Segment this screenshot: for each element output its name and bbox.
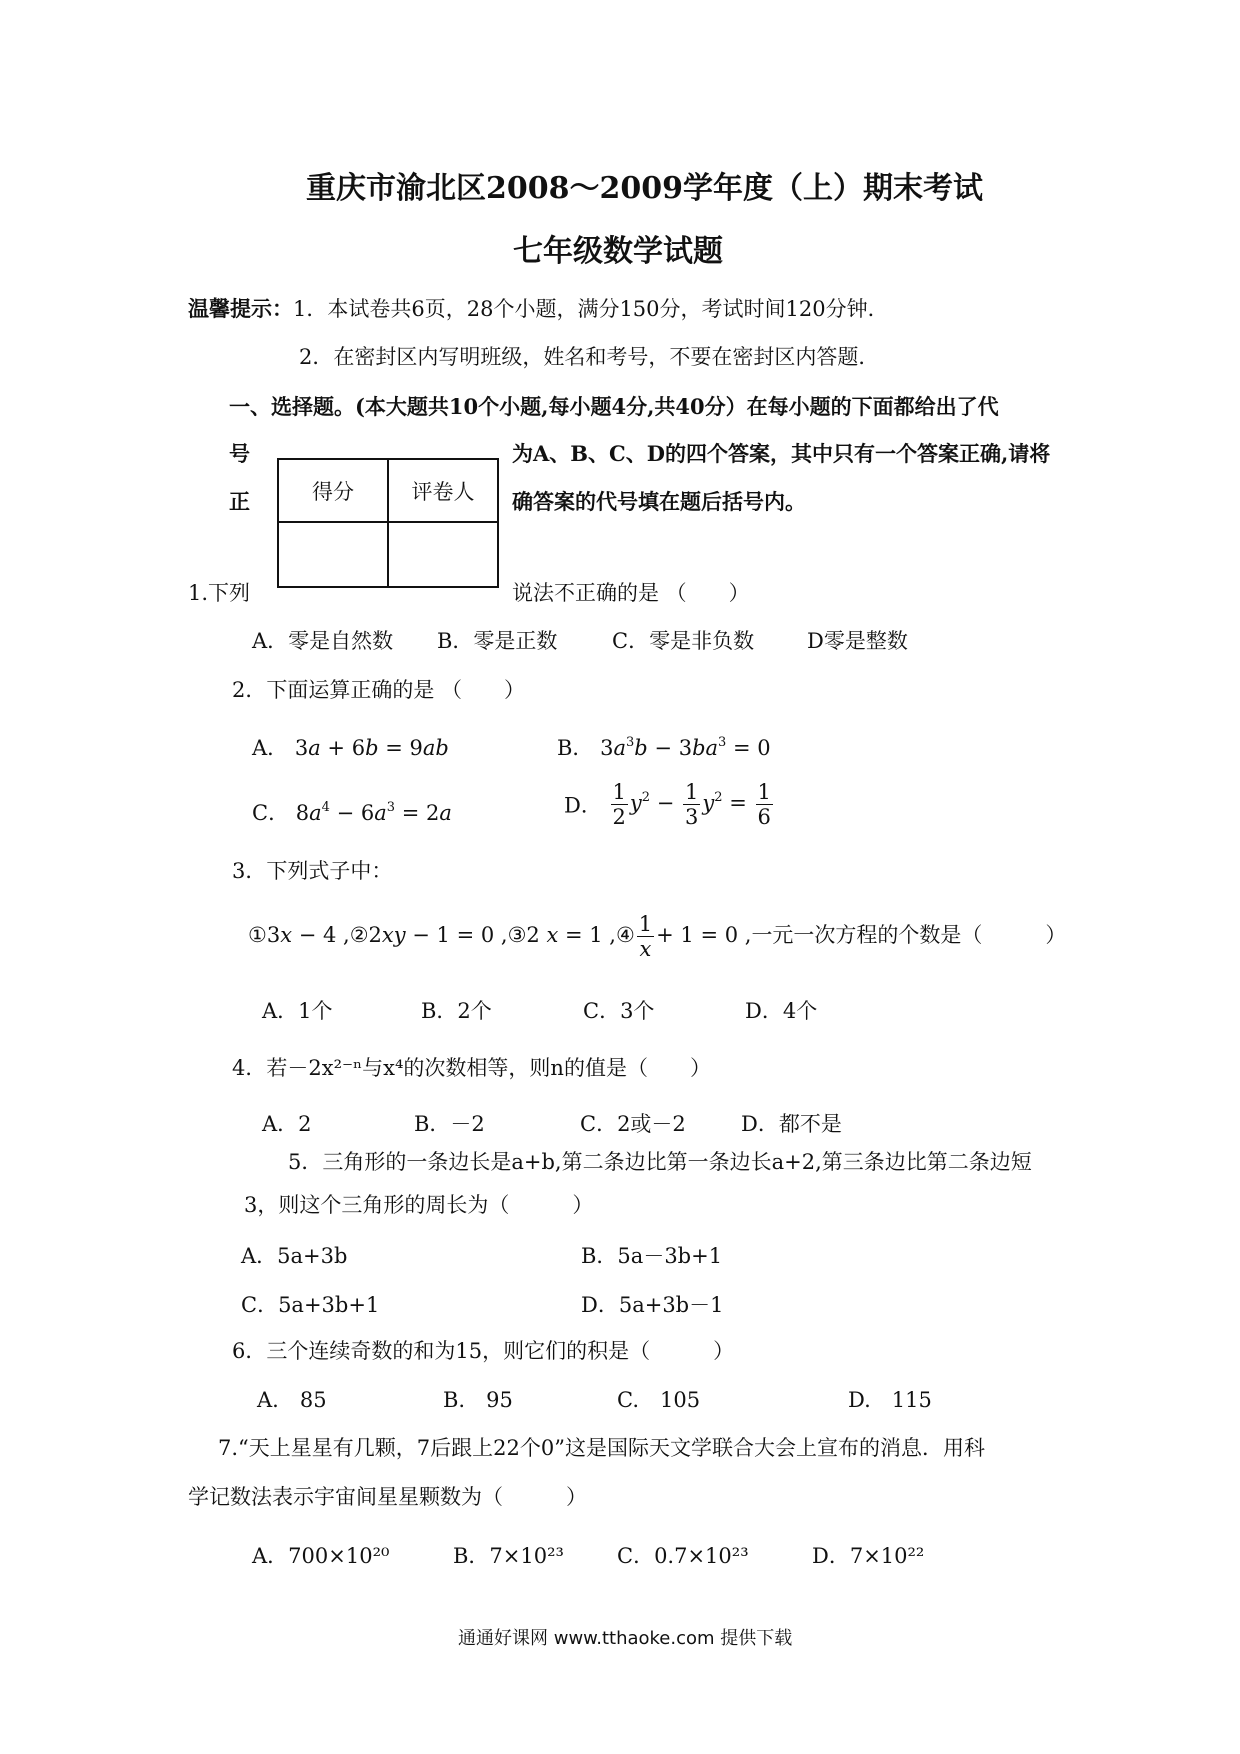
q7-option-d: D．7×10²² — [812, 1544, 925, 1568]
q1-option-c: C．零是非负数 — [612, 629, 755, 653]
q7-option-a: A．700×10²⁰ — [252, 1544, 390, 1568]
section-left-char1: 号 — [229, 441, 250, 466]
tips-line1 — [188, 293, 889, 323]
q5-option-d: D．5a+3b－1 — [581, 1293, 724, 1317]
section-right-line2: 确答案的代号填在题后括号内。 — [512, 489, 806, 514]
q5-stem-line1: 5．三角形的一条边长是a+b,第二条边比第一条边长a+2,第三条边比第二条边短 — [288, 1150, 1032, 1174]
grader-cell[interactable] — [388, 522, 498, 587]
q7-option-c: C．0.7×10²³ — [617, 1544, 749, 1568]
q1-option-d: D零是整数 — [807, 629, 908, 653]
section-left-char2: 正 — [229, 489, 250, 514]
q1-stem-b: 说法不正确的是 （ ） — [512, 581, 750, 605]
q3-option-a: A．1个 — [262, 999, 333, 1023]
tips-label: 温馨提示： — [188, 296, 293, 321]
score-cell[interactable] — [278, 522, 388, 587]
q7-stem-line2: 学记数法表示宇宙间星星颗数为（ ） — [188, 1485, 587, 1509]
q6-option-c: C. 105 — [617, 1388, 701, 1412]
q2-option-a-label: A． — [252, 736, 289, 760]
section-right-line1: 为A、B、C、D的四个答案，其中只有一个答案正确,请将 — [512, 441, 1051, 466]
section-heading: 一、选择题。(本大题共10个小题,每小题4分,共40分）在每小题的下面都给出了代 — [229, 394, 999, 419]
q3-tail: 一元一次方程的个数是（ ） — [751, 923, 1067, 948]
tips-text1: 1．本试卷共6页，28个小题，满分150分，考试时间120分钟． — [293, 297, 889, 321]
exam-title: 重庆市渝北区2008～2009学年度（上）期末考试 — [306, 171, 983, 206]
footer-credit: 通通好课网 www.tthaoke.com 提供下载 — [458, 1628, 793, 1649]
score-header: 得分 — [278, 459, 388, 522]
score-table — [277, 458, 499, 588]
q2-option-a: A． 3a + 6b = 9ab — [252, 736, 449, 760]
q2-option-b: B． $3a^3b - 3ba^3 = 0$ — [557, 735, 771, 760]
q1-stem-a: 1.下列 — [188, 581, 251, 605]
grader-header: 评卷人 — [388, 459, 498, 522]
q3-option-d: D．4个 — [745, 999, 818, 1023]
q5-stem-line2: 3，则这个三角形的周长为（ ） — [244, 1193, 594, 1217]
q4-option-a: A．2 — [262, 1112, 312, 1136]
q7-stem-line1: 7.“天上星星有几颗，7后跟上22个0”这是国际天文学联合大会上宣布的消息．用科 — [218, 1436, 985, 1460]
q4-option-d: D．都不是 — [741, 1112, 842, 1136]
q2-option-c: C． $8a^4 - 6a^3 = 2a$ — [252, 800, 452, 825]
q7-option-b: B．7×10²³ — [453, 1544, 564, 1568]
q2-option-d-label: D． — [564, 793, 602, 818]
q3-expressions: ①3x − 4 ,②2xy − 1 = 0 ,③2 x = 1 ,④ $\frac{1}{x}$ + 1 = 0 ,一元一次方程的个数是（ ） — [248, 912, 1067, 962]
q4-stem: 4．若－2x²⁻ⁿ与x⁴的次数相等，则n的值是（ ） — [232, 1056, 711, 1080]
q1-option-b: B．零是正数 — [437, 629, 558, 653]
exam-subtitle: 七年级数学试题 — [513, 234, 723, 269]
q6-option-d: D. 115 — [848, 1388, 932, 1412]
q2-option-c-label: C． — [252, 801, 290, 825]
q4-option-c: C．2或－2 — [580, 1112, 686, 1136]
q2-stem: 2．下面运算正确的是 （ ） — [232, 678, 526, 702]
q3-stem: 3．下列式子中： — [232, 859, 393, 883]
q3-option-b: B．2个 — [421, 999, 492, 1023]
q5-option-a: A．5a+3b — [241, 1244, 348, 1268]
q6-stem: 6．三个连续奇数的和为15，则它们的积是（ ） — [232, 1339, 735, 1363]
q6-option-b: B. 95 — [443, 1388, 513, 1412]
q5-option-b: B．5a－3b+1 — [581, 1244, 723, 1268]
q2-option-d: D． $\frac{1}{2}$ $y^2$ − $\frac{1}{3}$ $y^2$ = $\frac{1}{6}$ — [564, 780, 771, 830]
q2-option-b-label: B． — [557, 736, 594, 760]
q6-option-a: A. 85 — [257, 1388, 327, 1412]
q4-option-b: B．－2 — [414, 1112, 485, 1136]
q1-option-a: A．零是自然数 — [252, 629, 394, 653]
q3-option-c: C．3个 — [583, 999, 655, 1023]
q5-option-c: C．5a+3b+1 — [241, 1293, 380, 1317]
tips-line2: 2．在密封区内写明班级，姓名和考号，不要在密封区内答题． — [299, 345, 880, 369]
